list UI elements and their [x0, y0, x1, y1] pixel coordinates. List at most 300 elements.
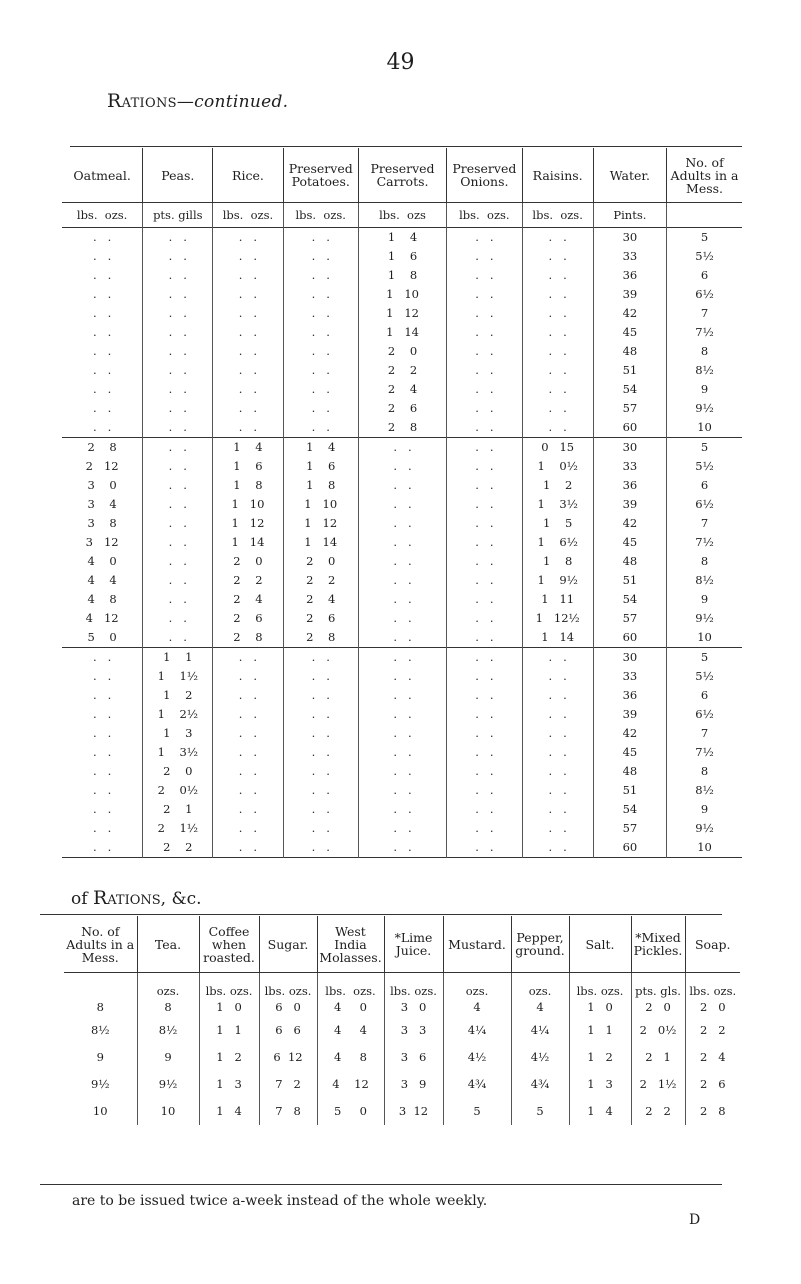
- table2-cell: ozs. 4: [443, 973, 511, 1018]
- table2-cell: 5: [443, 1098, 511, 1125]
- table1-cell: . .: [283, 686, 358, 705]
- table1-cell: 5½: [667, 247, 742, 266]
- table1-cell: 8½: [667, 781, 742, 800]
- table1-cell: 60: [593, 628, 666, 648]
- table1-cell: . .: [213, 800, 283, 819]
- table1-cell: . .: [92, 287, 112, 301]
- table1-cell: 6½: [667, 285, 742, 304]
- table1-cell: . .: [143, 418, 213, 438]
- table2-cell: 4¼: [511, 1017, 569, 1044]
- table2-col-header: *Lime Juice.: [384, 916, 443, 973]
- table1-cell: 10: [667, 838, 742, 858]
- table1-cell: . .: [213, 323, 283, 342]
- table1-cell: 7½: [667, 533, 742, 552]
- table2-cell: 2 8: [685, 1098, 740, 1125]
- table1-cell: . .: [358, 476, 446, 495]
- table1-col-header: Preserved Carrots.: [358, 148, 446, 203]
- table1-cell: . .: [522, 323, 593, 342]
- table1-cell: . .: [283, 800, 358, 819]
- table1-cell: . .: [447, 743, 522, 762]
- table1-cell: . .: [283, 667, 358, 686]
- table2-cell: 5 0: [317, 1098, 384, 1125]
- table1-cell: 51: [593, 781, 666, 800]
- table1-cell: . .: [92, 821, 112, 835]
- table1-cell: 30: [593, 228, 666, 248]
- table1-cell: . .: [522, 724, 593, 743]
- table1-col-header: Raisins.: [522, 148, 593, 203]
- table1-cell: . .: [447, 800, 522, 819]
- table2-cell: 9: [137, 1044, 199, 1071]
- rations-table-1: [62, 148, 742, 858]
- table1-cell: . .: [92, 764, 112, 778]
- table1-unit-cell: lbs. ozs.: [76, 208, 128, 222]
- table1-cell: . .: [447, 686, 522, 705]
- table1-cell: . .: [143, 514, 213, 533]
- table-row: [62, 228, 742, 248]
- table2-cell: lbs. ozs. 3 0: [384, 973, 443, 1018]
- table1-cell: . .: [283, 285, 358, 304]
- table1-cell: 2 2: [283, 571, 358, 590]
- rations-table-2: [64, 916, 740, 1125]
- table1-cell: . .: [283, 819, 358, 838]
- table1-cell: 33: [593, 667, 666, 686]
- table1-cell: 1 2½: [143, 705, 213, 724]
- table1-cell: . .: [143, 304, 213, 323]
- table2-cell: 9½: [137, 1071, 199, 1098]
- table2-cell: 2 0½: [631, 1017, 685, 1044]
- table1-cell: 51: [593, 361, 666, 380]
- table1-cell: . .: [143, 247, 213, 266]
- table2-cell: 1 3: [199, 1071, 259, 1098]
- table1-col-header: No. of Adults in a Mess.: [667, 148, 742, 203]
- table1-cell: . .: [358, 724, 446, 743]
- table1-cell: . .: [447, 228, 522, 248]
- table2-cell: 8: [96, 1000, 104, 1014]
- table1-cell: . .: [213, 361, 283, 380]
- table1-cell: . .: [143, 457, 213, 476]
- table1-cell: . .: [213, 819, 283, 838]
- table-row: [62, 266, 742, 285]
- table1-cell: 1 3½: [522, 495, 593, 514]
- table1-cell: . .: [358, 514, 446, 533]
- table1-cell: . .: [358, 628, 446, 648]
- table1-cell: . .: [358, 819, 446, 838]
- table2-cell: 8½: [91, 1023, 110, 1037]
- table1-cell: . .: [283, 418, 358, 438]
- table1-cell: . .: [213, 228, 283, 248]
- table1-cell: . .: [62, 648, 143, 668]
- table1-cell: 54: [593, 380, 666, 399]
- table1-cell: . .: [358, 609, 446, 628]
- table1-cell: . .: [447, 514, 522, 533]
- table1-cell: 39: [593, 705, 666, 724]
- table1-cell: 1 2: [143, 686, 213, 705]
- table1-cell: . .: [143, 628, 213, 648]
- table1-cell: . .: [143, 495, 213, 514]
- table2-cell: 5: [511, 1098, 569, 1125]
- table1-cell: . .: [92, 344, 112, 358]
- table-row: [62, 609, 742, 628]
- table1-cell: . .: [522, 819, 593, 838]
- table2-col-header: No. of Adults in a Mess.: [64, 916, 137, 973]
- table1-col-header: Rice.: [213, 148, 283, 203]
- table1-cell: 1 11: [522, 590, 593, 609]
- table1-col-header: Water.: [593, 148, 666, 203]
- table1-cell: 42: [593, 304, 666, 323]
- table1-cell: 0 15: [522, 438, 593, 458]
- table1-cell: . .: [522, 686, 593, 705]
- table2-cell: 6 12: [259, 1044, 317, 1071]
- page-number: 49: [386, 50, 415, 75]
- table1-cell: . .: [358, 743, 446, 762]
- table1-cell: . .: [522, 418, 593, 438]
- table2-cell: lbs. ozs. 6 0: [259, 973, 317, 1018]
- table1-cell: 2 0: [358, 342, 446, 361]
- subheading-etc: , &c.: [160, 889, 202, 909]
- table1-cell: 4 4: [87, 573, 117, 587]
- table1-cell: . .: [447, 247, 522, 266]
- table1-cell: 57: [593, 819, 666, 838]
- table1-cell: 5½: [667, 457, 742, 476]
- table1-cell: . .: [283, 228, 358, 248]
- section-subheading: [71, 887, 202, 909]
- table1-cell: . .: [522, 228, 593, 248]
- table1-cell: . .: [92, 363, 112, 377]
- table1-cell: 2 8: [62, 438, 143, 458]
- table1-cell: 42: [593, 724, 666, 743]
- table-row: [62, 628, 742, 648]
- table1-cell: 8: [667, 552, 742, 571]
- table2-cell: 2 2: [631, 1098, 685, 1125]
- table2-cell: 2 4: [685, 1044, 740, 1071]
- table1-cell: . .: [522, 648, 593, 668]
- table1-cell: 10: [667, 628, 742, 648]
- table1-cell: . .: [283, 705, 358, 724]
- table1-cell: . .: [447, 418, 522, 438]
- table2-cell: 4½: [511, 1044, 569, 1071]
- table1-cell: 6½: [667, 495, 742, 514]
- table1-cell: . .: [143, 609, 213, 628]
- table1-cell: . .: [143, 228, 213, 248]
- table1-cell: . .: [283, 266, 358, 285]
- table1-cell: . .: [213, 648, 283, 668]
- table1-cell: 1 12: [358, 304, 446, 323]
- table-row: [62, 590, 742, 609]
- table1-cell: . .: [358, 438, 446, 458]
- table1-cell: . .: [213, 743, 283, 762]
- table1-cell: 2 12: [85, 459, 119, 473]
- table2-cell: ozs. 8: [137, 973, 199, 1018]
- table1-cell: . .: [522, 380, 593, 399]
- table1-cell: . .: [92, 420, 112, 434]
- table2-cell: lbs. ozs. 1 0: [199, 973, 259, 1018]
- table-row: [62, 247, 742, 266]
- table1-cell: 7: [667, 514, 742, 533]
- table1-cell: 1 4: [283, 438, 358, 458]
- heading-continued: continued.: [194, 92, 289, 112]
- table1-cell: 2 2: [358, 361, 446, 380]
- table1-cell: . .: [447, 438, 522, 458]
- table1-cell: . .: [283, 304, 358, 323]
- table1-cell: 1 6: [358, 247, 446, 266]
- table1-cell: . .: [143, 476, 213, 495]
- table2-cell: 3 6: [384, 1044, 443, 1071]
- table2-cell: 3 9: [384, 1071, 443, 1098]
- table1-cell: 1 0½: [522, 457, 593, 476]
- table1-cell: 1 10: [358, 285, 446, 304]
- table1-cell: 48: [593, 552, 666, 571]
- table1-cell: 1 8: [358, 266, 446, 285]
- table1-cell: 1 10: [213, 495, 283, 514]
- footer-note: are to be issued twice a-week instead of the whole weekly.: [72, 1193, 488, 1209]
- table1-cell: 1 4: [213, 438, 283, 458]
- table1-cell: 42: [593, 514, 666, 533]
- table1-cell: 45: [593, 323, 666, 342]
- table1-cell: 10: [667, 418, 742, 438]
- table1-col-header: Oatmeal.: [62, 148, 143, 203]
- table1-cell: . .: [358, 648, 446, 668]
- table2-cell: lbs. ozs. 1 0: [569, 973, 631, 1018]
- table2-cell: pts. gls. 2 0: [631, 973, 685, 1018]
- table1-cell: . .: [213, 304, 283, 323]
- table1-cell: . .: [213, 762, 283, 781]
- table1-cell: 2 0: [213, 552, 283, 571]
- table1-cell: 6: [667, 266, 742, 285]
- table2-bottom-rule: [40, 1184, 722, 1185]
- table1-cell: 5: [667, 228, 742, 248]
- subheading-of: of: [71, 889, 93, 909]
- table1-cell: 36: [593, 476, 666, 495]
- table1-cell: . .: [283, 743, 358, 762]
- table2-cell: 6 6: [259, 1017, 317, 1044]
- table1-cell: . .: [447, 380, 522, 399]
- table1-cell: 39: [593, 285, 666, 304]
- table2-cell: 4¾: [443, 1071, 511, 1098]
- table2-cell: 4 12: [317, 1071, 384, 1098]
- table1-cell: 2 6: [213, 609, 283, 628]
- table1-cell: 9: [667, 590, 742, 609]
- table1-cell: . .: [447, 285, 522, 304]
- table1-cell: . .: [522, 304, 593, 323]
- table1-cell: . .: [143, 552, 213, 571]
- table2-cell: 3 12: [384, 1098, 443, 1125]
- table1-cell: . .: [522, 266, 593, 285]
- table1-cell: . .: [447, 495, 522, 514]
- table2-cell: 8½: [137, 1017, 199, 1044]
- table1-cell: 1 3: [143, 724, 213, 743]
- table1-cell: . .: [358, 552, 446, 571]
- table1-cell: . .: [283, 323, 358, 342]
- table2-col-header: Pepper, ground.: [511, 916, 569, 973]
- table1-cell: . .: [213, 247, 283, 266]
- table1-cell: . .: [522, 838, 593, 858]
- table1-cell: . .: [522, 399, 593, 418]
- table1-cell: . .: [92, 401, 112, 415]
- table2-cell: 1 2: [569, 1044, 631, 1071]
- table1-cell: 7½: [667, 323, 742, 342]
- table1-cell: . .: [213, 686, 283, 705]
- table1-cell: . .: [213, 285, 283, 304]
- table1-cell: . .: [358, 571, 446, 590]
- table1-cell: 1 1: [143, 648, 213, 668]
- table2-col-header: Sugar.: [259, 916, 317, 973]
- table1-cell: 1 6: [213, 457, 283, 476]
- table1-cell: 33: [593, 457, 666, 476]
- table1-unit-cell: lbs. ozs: [358, 203, 446, 228]
- table1-cell: . .: [92, 745, 112, 759]
- table1-cell: . .: [143, 380, 213, 399]
- table1-cell: 3 8: [87, 516, 117, 530]
- table1-cell: 2 0: [283, 552, 358, 571]
- table1-cell: 36: [593, 686, 666, 705]
- table1-cell: . .: [447, 819, 522, 838]
- table-row: [62, 514, 742, 533]
- table1-cell: 1 10: [283, 495, 358, 514]
- table2-cell: 10: [92, 1104, 108, 1118]
- table1-cell: . .: [447, 266, 522, 285]
- table1-cell: . .: [92, 249, 112, 263]
- table1-cell: . .: [358, 457, 446, 476]
- table1-cell: 2 8: [283, 628, 358, 648]
- table1-cell: . .: [447, 628, 522, 648]
- table1-cell: . .: [92, 325, 112, 339]
- table1-cell: 2 4: [213, 590, 283, 609]
- table1-cell: 1 3½: [143, 743, 213, 762]
- table1-cell: 6½: [667, 705, 742, 724]
- table2-col-header: Coffee when roasted.: [199, 916, 259, 973]
- table1-cell: . .: [283, 361, 358, 380]
- table1-cell: 5½: [667, 667, 742, 686]
- table-row: [62, 838, 742, 858]
- table1-cell: . .: [213, 342, 283, 361]
- table1-cell: 36: [593, 266, 666, 285]
- table1-cell: . .: [213, 418, 283, 438]
- table1-cell: 57: [593, 609, 666, 628]
- table1-cell: . .: [358, 838, 446, 858]
- table1-cell: . .: [447, 667, 522, 686]
- table-row: [62, 705, 742, 724]
- table-row: [64, 1071, 740, 1098]
- table1-cell: 5: [667, 648, 742, 668]
- table-row: [62, 819, 742, 838]
- table1-cell: 2 6: [358, 399, 446, 418]
- table1-cell: . .: [213, 399, 283, 418]
- table1-cell: . .: [447, 838, 522, 858]
- table1-cell: . .: [283, 781, 358, 800]
- table1-cell: . .: [447, 552, 522, 571]
- table1-cell: 1 2: [522, 476, 593, 495]
- table2-col-header: Tea.: [137, 916, 199, 973]
- table1-cell: . .: [143, 323, 213, 342]
- table1-unit-cell: [667, 203, 742, 228]
- table1-cell: . .: [447, 590, 522, 609]
- table2-cell: 10: [137, 1098, 199, 1125]
- table1-cell: 1 14: [522, 628, 593, 648]
- table2-top-rule: [40, 914, 722, 915]
- table-row: [64, 1017, 740, 1044]
- table1-cell: . .: [447, 724, 522, 743]
- table1-cell: 9½: [667, 609, 742, 628]
- table1-cell: . .: [92, 688, 112, 702]
- table1-cell: . .: [522, 247, 593, 266]
- table2-cell: 4 4: [317, 1017, 384, 1044]
- table1-cell: . .: [447, 323, 522, 342]
- table2-col-header: *Mixed Pickles.: [631, 916, 685, 973]
- table1-col-header: Preserved Onions.: [447, 148, 522, 203]
- table1-unit-cell: lbs. ozs.: [283, 203, 358, 228]
- table1-cell: . .: [283, 838, 358, 858]
- table-row: [62, 342, 742, 361]
- table-row: [62, 399, 742, 418]
- table1-cell: . .: [358, 800, 446, 819]
- table-row: [62, 781, 742, 800]
- table1-cell: 1 14: [213, 533, 283, 552]
- table2-cell: 9½: [91, 1077, 110, 1091]
- table1-cell: . .: [447, 705, 522, 724]
- table1-cell: . .: [213, 838, 283, 858]
- table1-cell: . .: [143, 266, 213, 285]
- table1-cell: 1 1½: [143, 667, 213, 686]
- table1-cell: 1 6½: [522, 533, 593, 552]
- table1-cell: . .: [92, 726, 112, 740]
- table2-cell: 4¾: [511, 1071, 569, 1098]
- table2-cell: 2 1: [631, 1044, 685, 1071]
- table1-cell: 54: [593, 800, 666, 819]
- table1-cell: 2 8: [213, 628, 283, 648]
- table1-cell: 1 8: [283, 476, 358, 495]
- table-row: [62, 648, 742, 668]
- table2-cell: 2 6: [685, 1071, 740, 1098]
- table1-cell: . .: [447, 609, 522, 628]
- subheading-rations: Rations: [92, 887, 161, 909]
- table2-cell: 4 8: [317, 1044, 384, 1071]
- table2-col-header: Soap.: [685, 916, 740, 973]
- table1-cell: 9½: [667, 399, 742, 418]
- table1-cell: 48: [593, 342, 666, 361]
- table1-cell: 7: [667, 724, 742, 743]
- table1-unit-cell: Pints.: [593, 203, 666, 228]
- table1-cell: 6: [667, 476, 742, 495]
- table1-cell: . .: [92, 306, 112, 320]
- table1-cell: 8: [667, 342, 742, 361]
- table1-cell: . .: [358, 762, 446, 781]
- table1-cell: 7: [667, 304, 742, 323]
- table1-cell: 1 14: [358, 323, 446, 342]
- table1-cell: . .: [522, 743, 593, 762]
- table2-cell: 1 1: [199, 1017, 259, 1044]
- table2-cell: 4¼: [443, 1017, 511, 1044]
- table1-cell: 1 6: [283, 457, 358, 476]
- table1-cell: 60: [593, 418, 666, 438]
- table1-cell: . .: [358, 495, 446, 514]
- table1-cell: 9: [667, 800, 742, 819]
- table-row: [64, 973, 740, 1018]
- table1-cell: 51: [593, 571, 666, 590]
- table1-cell: . .: [283, 762, 358, 781]
- table1-cell: . .: [447, 571, 522, 590]
- table1-cell: 1 12: [283, 514, 358, 533]
- table1-cell: . .: [92, 268, 112, 282]
- table1-cell: 5: [667, 438, 742, 458]
- table1-cell: . .: [283, 342, 358, 361]
- table-row: [62, 533, 742, 552]
- table1-cell: 54: [593, 590, 666, 609]
- table1-cell: . .: [358, 705, 446, 724]
- table1-cell: 7½: [667, 743, 742, 762]
- table1-cell: . .: [92, 783, 112, 797]
- table2-cell: ozs. 4: [511, 973, 569, 1018]
- table-row: [62, 552, 742, 571]
